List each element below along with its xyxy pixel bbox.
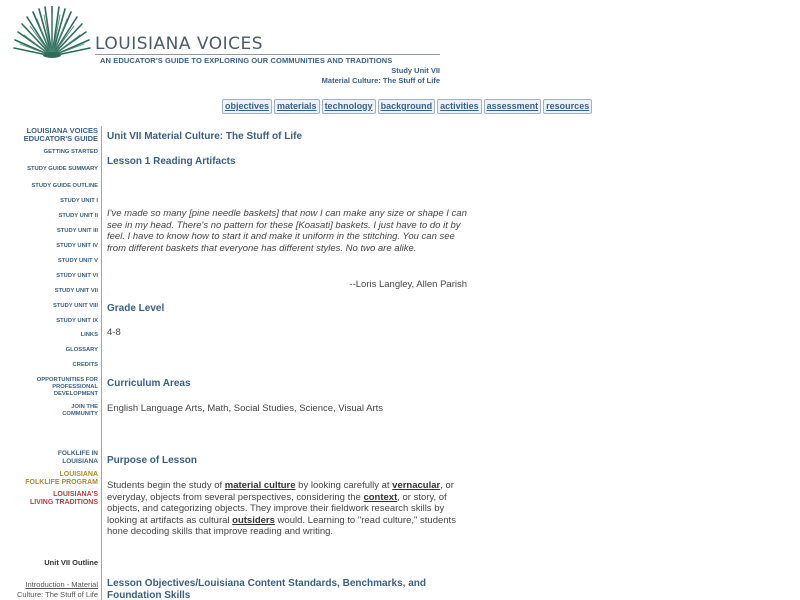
sidebar-item-study-unit-2[interactable]: STUDY UNIT II bbox=[58, 213, 98, 219]
context-link[interactable]: context bbox=[363, 491, 398, 503]
sidebar-item-study-unit-3[interactable]: STUDY UNIT III bbox=[56, 228, 98, 234]
purpose-text-4: , or story, of objects, and categorizing objects. They improve their fieldwork research skills by looking at artifacts as cultural bbox=[107, 491, 447, 526]
purpose-heading: Purpose of Lesson bbox=[107, 455, 198, 466]
study-unit-label: Study Unit VII bbox=[391, 66, 440, 75]
purpose-text-2: by looking carefully at bbox=[295, 480, 393, 491]
tab-background[interactable]: background bbox=[378, 99, 436, 114]
outline-link-part1: Introduction - Material bbox=[25, 580, 98, 589]
site-tagline: AN EDUCATOR'S GUIDE TO EXPLORING OUR COMMUNITIES AND TRADITIONS bbox=[100, 56, 393, 65]
tab-objectives[interactable]: objectives bbox=[222, 99, 272, 114]
folklife-in-louisiana-link[interactable] bbox=[0, 450, 98, 466]
sidebar-item-getting-started[interactable]: GETTING STARTED bbox=[43, 149, 98, 155]
outline-link-part2: Culture: The Stuff of Life bbox=[16, 590, 98, 599]
living-line1: LOUISIANA'S bbox=[53, 491, 98, 498]
curriculum-areas-value: English Language Arts, Math, Social Studies, Science, Visual Arts bbox=[107, 403, 384, 414]
sidebar-heading-line1: LOUISIANA VOICES bbox=[26, 126, 98, 135]
objectives-heading-line2: Foundation Skills bbox=[107, 590, 191, 600]
tab-resources[interactable]: resources bbox=[543, 99, 592, 114]
sidebar-heading-line2: EDUCATOR'S GUIDE bbox=[23, 134, 98, 143]
sidebar-item-credits[interactable]: CREDITS bbox=[72, 362, 98, 368]
folklife-line1: FOLKLIFE IN bbox=[57, 450, 98, 457]
basket-maker-quote: I've made so many [pine needle baskets] that now I can make any size or shape I can see in my head. There's no pattern for these [Koasati] baskets. I just have to do it by feel. I have to know how to start it and make it uniform in the stitching. You can see from different baskets that everyone has different styles. No two are alike. bbox=[107, 208, 467, 254]
sidebar-item-study-guide-summary[interactable]: STUDY GUIDE SUMMARY bbox=[27, 166, 98, 172]
sidebar-item-study-unit-1[interactable]: STUDY UNIT I bbox=[60, 198, 98, 204]
join-line2: COMMUNITY bbox=[62, 411, 98, 417]
unit-subtitle: Material Culture: The Stuff of Life bbox=[321, 76, 440, 85]
curriculum-areas-heading: Curriculum Areas bbox=[107, 378, 191, 389]
lesson-title: Lesson 1 Reading Artifacts bbox=[107, 156, 236, 167]
living-line2: LIVING TRADITIONS bbox=[29, 499, 98, 506]
opportunities-line1: OPPORTUNITIES FOR bbox=[36, 377, 98, 383]
sidebar-heading-home[interactable] bbox=[0, 127, 98, 143]
tab-technology[interactable]: technology bbox=[322, 99, 376, 114]
sidebar-item-study-unit-5[interactable]: STUDY UNIT V bbox=[57, 258, 98, 264]
unit-outline-heading: Unit VII Outline bbox=[44, 558, 98, 567]
sidebar-item-glossary[interactable]: GLOSSARY bbox=[65, 347, 98, 353]
program-line1: LOUISIANA bbox=[59, 471, 98, 478]
sidebar-item-study-unit-8[interactable]: STUDY UNIT VIII bbox=[53, 303, 98, 309]
grade-level-value: 4-8 bbox=[107, 327, 121, 338]
tab-activities[interactable]: activities bbox=[437, 99, 482, 114]
page-header bbox=[0, 0, 800, 92]
grade-level-heading: Grade Level bbox=[107, 303, 165, 314]
folklife-line2: LOUISIANA bbox=[62, 458, 98, 465]
vernacular-link[interactable]: vernacular bbox=[392, 480, 441, 491]
material-culture-link[interactable]: material culture bbox=[224, 480, 296, 491]
tab-assessment[interactable]: assessment bbox=[484, 99, 542, 114]
left-sidebar-nav bbox=[0, 126, 98, 600]
purpose-text-3: , or everyday, objects from several perspectives, considering the bbox=[107, 480, 454, 503]
quote-attribution: --Loris Langley, Allen Parish bbox=[349, 279, 467, 290]
louisiana-folklife-program-link[interactable] bbox=[0, 471, 98, 487]
outsiders-link[interactable]: outsiders bbox=[232, 514, 275, 526]
program-line2: FOLKLIFE PROGRAM bbox=[25, 479, 98, 486]
sidebar-item-links[interactable]: LINKS bbox=[80, 332, 98, 338]
sidebar-item-professional-development[interactable] bbox=[0, 377, 98, 398]
purpose-text-5: would. Learning to "read culture," students hone decoding skills that improve reading and writing. bbox=[107, 514, 456, 537]
palmetto-fan-logo[interactable] bbox=[12, 6, 92, 58]
objectives-heading-line1: Lesson Objectives/Louisiana Content Standards, Benchmarks, and bbox=[107, 578, 426, 589]
lesson-tab-bar bbox=[222, 99, 592, 114]
outline-introduction-link[interactable] bbox=[0, 580, 98, 600]
lesson-objectives-heading bbox=[107, 578, 426, 600]
sidebar-item-join-community[interactable] bbox=[0, 404, 98, 418]
opportunities-line2: PROFESSIONAL bbox=[52, 384, 98, 390]
join-line1: JOIN THE bbox=[71, 404, 98, 410]
sidebar-item-study-unit-6[interactable]: STUDY UNIT VI bbox=[56, 273, 98, 279]
sidebar-item-study-unit-9[interactable]: STUDY UNIT IX bbox=[56, 318, 98, 324]
living-traditions-link[interactable] bbox=[0, 491, 98, 507]
sidebar-item-study-unit-7[interactable]: STUDY UNIT VII bbox=[54, 288, 98, 294]
sidebar-divider bbox=[101, 126, 102, 600]
purpose-text-1: Students begin the study of bbox=[107, 480, 225, 491]
opportunities-line3: DEVELOPMENT bbox=[53, 391, 98, 397]
tab-materials[interactable]: materials bbox=[274, 99, 320, 114]
unit-title: Unit VII Material Culture: The Stuff of Life bbox=[107, 131, 302, 142]
sidebar-item-study-unit-4[interactable]: STUDY UNIT IV bbox=[56, 243, 98, 249]
sidebar-item-study-guide-outline[interactable]: STUDY GUIDE OUTLINE bbox=[31, 183, 98, 189]
title-divider bbox=[95, 54, 440, 55]
site-title: LOUISIANA VOICES bbox=[95, 34, 264, 54]
purpose-paragraph bbox=[107, 480, 467, 538]
